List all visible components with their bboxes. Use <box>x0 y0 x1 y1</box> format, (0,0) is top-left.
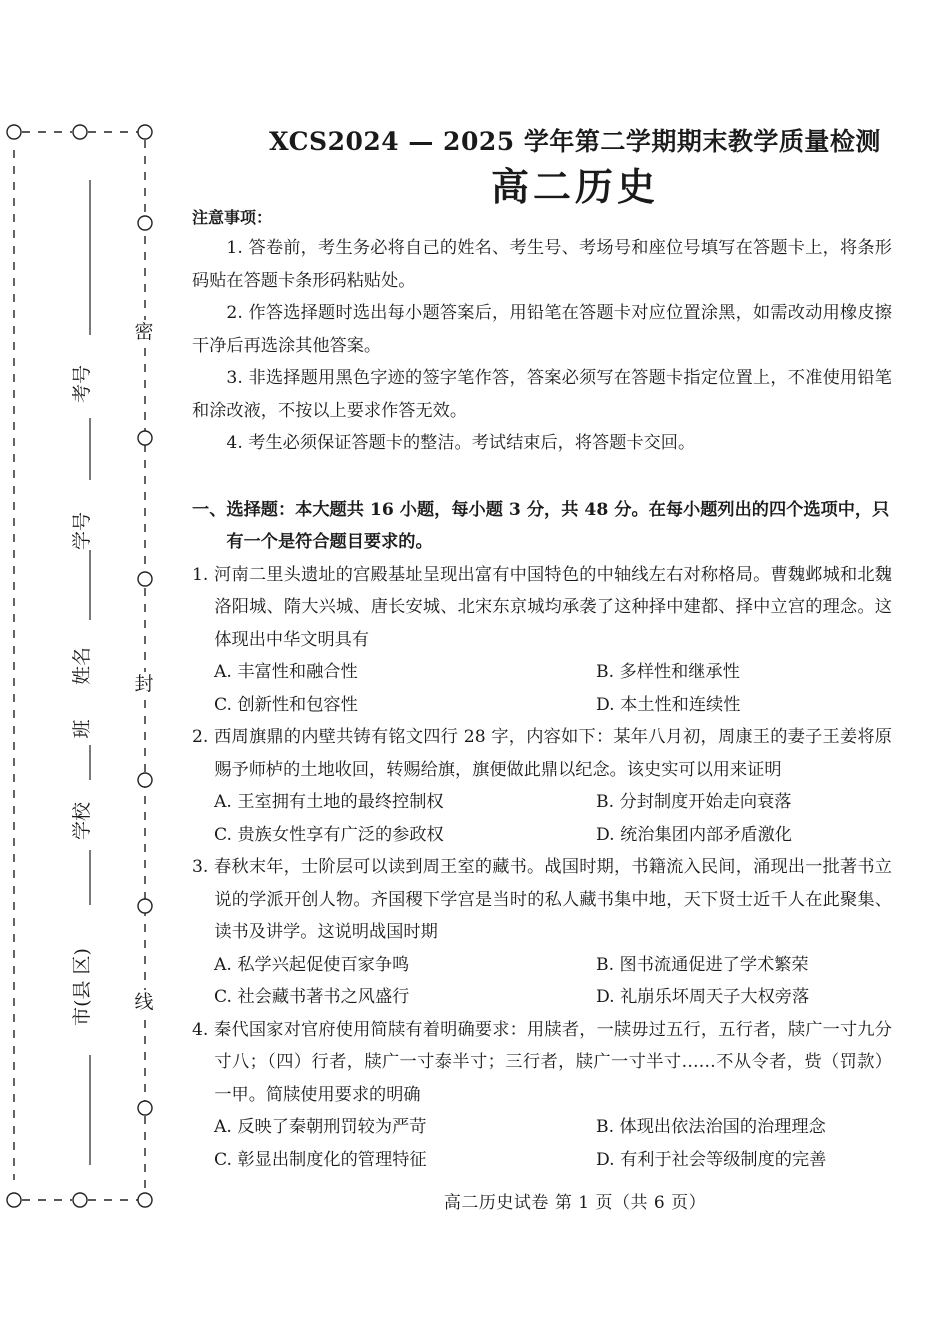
field-label-city: 市(县 区) <box>71 948 93 1026</box>
field-label-name: 姓名 <box>71 647 93 686</box>
option-b: B. 体现出依法治国的治理理念 <box>596 1117 826 1137</box>
page-footer: 高二历史试卷 第 1 页（共 6 页） <box>443 1193 707 1213</box>
seal-char-xian: 线 <box>132 990 156 1014</box>
question-options <box>192 786 892 851</box>
notice-item: 2. 作答选择题时选出每小题答案后，用铅笔在答题卡对应位置涂黑，如需改动用橡皮擦干净后再选涂其他答案。 <box>192 303 892 356</box>
field-label-student-number: 学号 <box>71 512 93 551</box>
option-c: C. 创新性和包容性 <box>214 694 358 715</box>
option-a: A. 私学兴起促使百家争鸣 <box>214 954 410 975</box>
option-b: B. 图书流通促进了学术繁荣 <box>596 954 809 975</box>
section-title: 一、选择题：本大题共 16 小题，每小题 3 分，共 48 分。在每小题列出的四个选项中，只有一个是符合题目要求的。 <box>192 499 890 552</box>
seal-char-mi: 密 <box>132 320 156 344</box>
binding-margin <box>0 120 160 1220</box>
option-c: C. 社会藏书著书之风盛行 <box>214 987 410 1007</box>
field-label-class: 班 <box>71 719 93 739</box>
notice-item: 3. 非选择题用黑色字迹的签字笔作答，答案必须写在答题卡指定位置上，不准使用铅笔和涂改液，不按以上要求作答无效。 <box>192 368 892 421</box>
question-stem: 4. 秦代国家对官府使用简牍有着明确要求：用牍者，一牍毋过五行，五行者，牍广一寸九分寸八；（四）行者，牍广一寸泰半寸；三行者，牍广一寸半寸……不从令者，赀（罚款）一甲。简牍使用要求的明确 <box>192 1019 892 1105</box>
question-options <box>192 949 892 1014</box>
question-stem: 1. 河南二里头遗址的宫殿基址呈现出富有中国特色的中轴线左右对称格局。曹魏邺城和北魏洛阳城、隋大兴城、唐长安城、北宋东京城均承袭了这种择中建都、择中立宫的理念。这体现出中华文明具有 <box>192 564 892 650</box>
option-b: B. 分封制度开始走向衰落 <box>596 792 792 812</box>
option-d: D. 有利于社会等级制度的完善 <box>596 1149 827 1170</box>
option-a: A. 反映了秦朝刑罚较为严苛 <box>214 1117 427 1137</box>
subject-title: 高二历史 <box>490 164 659 209</box>
notice-item: 1. 答卷前，考生务必将自己的姓名、考生号、考场号和座位号填写在答题卡上，将条形码贴在答题卡条形码粘贴处。 <box>192 238 892 291</box>
option-d: D. 本土性和连续性 <box>596 694 741 715</box>
seal-char-feng: 封 <box>132 672 156 696</box>
option-b: B. 多样性和继承性 <box>596 662 740 682</box>
question-stem: 2. 西周旗鼎的内壁共铸有铭文四行 28 字，内容如下：某年八月初，周康王的妻子王姜将原赐予师栌的土地收回，转赐给旗，旗便做此鼎以纪念。该史实可以用来证明 <box>192 727 892 780</box>
notice-heading: 注意事项： <box>192 208 273 227</box>
question-stem: 3. 春秋末年，士阶层可以读到周王室的藏书。战国时期，书籍流入民间，涌现出一批著书立说的学派开创人物。齐国稷下学宫是当时的私人藏书集中地，天下贤士近千人在此聚集、读书及讲学。这说明战国时期 <box>192 857 892 942</box>
option-a: A. 丰富性和融合性 <box>214 662 358 682</box>
notice-item: 4. 考生必须保证答题卡的整洁。考试结束后，将答题卡交回。 <box>226 433 696 453</box>
option-d: D. 礼崩乐坏周天子大权旁落 <box>596 987 810 1007</box>
option-c: C. 贵族女性享有广泛的参政权 <box>214 824 444 845</box>
question-options <box>192 1111 892 1176</box>
option-c: C. 彰显出制度化的管理特征 <box>214 1149 427 1170</box>
question-options <box>192 656 892 721</box>
option-a: A. 王室拥有土地的最终控制权 <box>214 792 444 812</box>
exam-title: XCS2024 — 2025 学年第二学期期末教学质量检测 <box>269 127 881 156</box>
field-label-exam-number: 考号 <box>71 365 93 404</box>
exam-content <box>192 204 892 1176</box>
field-label-school: 学校 <box>71 802 93 841</box>
option-d: D. 统治集团内部矛盾激化 <box>596 824 792 845</box>
